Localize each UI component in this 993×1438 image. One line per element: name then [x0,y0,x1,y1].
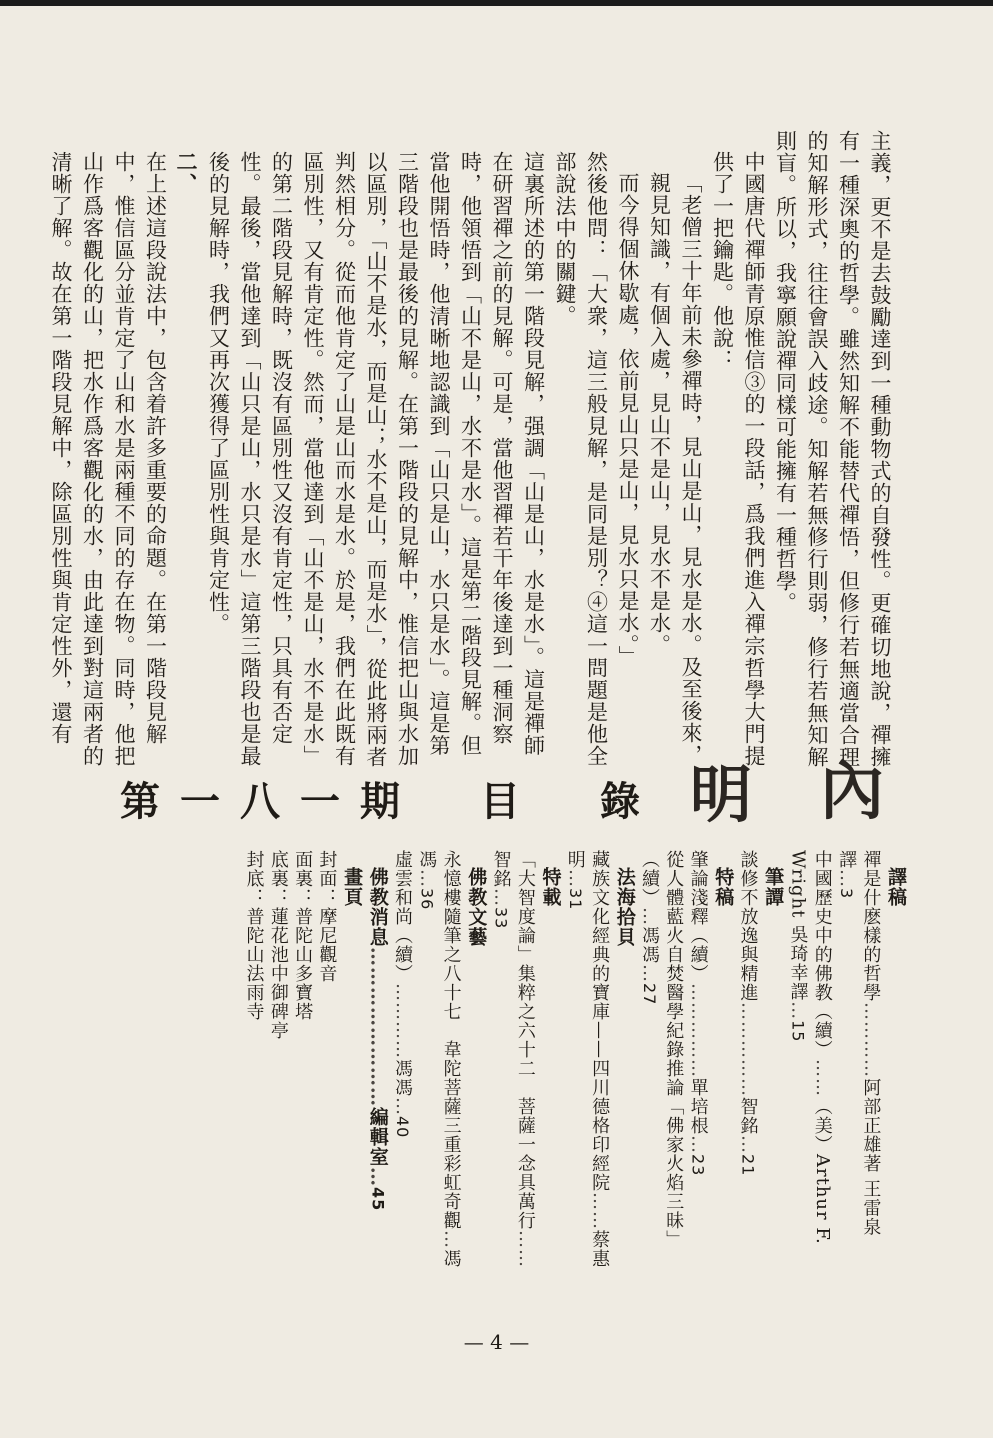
toc-entry-author: 馮馮 [639,926,660,964]
toc-entry-author: 編輯室 [366,1107,389,1168]
table-of-contents [38,850,908,1270]
paragraph-4: 這裏所述的第一階段見解，强調「山是山，水是水」。這是禪師在研習禪之前的見解。可是，當他習禪若干年後達到一種洞察時，他領悟到「山不是山，水不是水」。這是第二階段見解。但當他開悟時，他清晰地認識到「山只是山，水只是水」。這是第三階段也是最後的見解。在第一階段的見解中，惟信把山與水加以區別，「山不是水，而是山；水不是山，而是水」，從此將兩者判然相分。從而他肯定了山是山而水是水。於是，我們在此既有區別性，又有肯定性。然而，當他達到「山不是山，水不是水」的第二階段見解時，既沒有區別性又沒有肯定性，只具有否定性。最後，當他達到「山只是山，水只是水」這第三階段也是最後的見解時，我們又再次獲得了區別性與肯定性。 [206,151,546,768]
page-number: — 4 — [463,1330,530,1354]
toc-category-label: 佛教消息 [366,867,389,948]
toc-category: 佛教文藝 [465,867,488,948]
toc-entry[interactable]: 中國歷史中的佛教（續）……（美）Arthur F. Wright 吳琦幸譯…15 [787,850,833,1245]
picture-page-item: 面裏：普陀山多寶塔 [292,850,314,1021]
masthead-char-2: 明 [690,758,753,831]
toc-entry[interactable]: 「大智度論」集粹之六十二 菩薩一念具萬行……智銘…33 [490,850,536,1268]
toc-entry[interactable]: 永憶樓隨筆之八十七 韋陀菩薩三重彩虹奇觀…馮馮…36 [416,850,462,1268]
picture-page-item: 底裏：蓮花池中御碑亭 [267,850,289,1040]
toc-entry[interactable]: 禪是什麽樣的哲學…………阿部正雄著 王雷泉譯…3 [836,850,882,1237]
toc-entry-author: （美）Arthur F. Wright 吳琦幸譯 [787,850,833,1245]
toc-category: 畫頁 [341,867,364,908]
toc-entry-author: 馮馮 [392,1059,413,1097]
toc-category: 法海拾貝 [613,867,636,948]
toc-entry-author: 單培根 [687,1078,709,1135]
article-body [40,130,895,770]
toc-entry-author: 馮馮 [416,850,462,1268]
paragraph-1: 主義，更不是去鼓勵達到一種動物式的自發性。更確切地說，禪擁有一種深奧的哲學。雖然知解不能替代禪悟，但修行若無適當合理的知解形式，往往會誤入歧途。知解若無修行則弱，修行若無知解則盲。所以，我寧願說禪同樣可能擁有一種哲學。 [773,130,892,768]
masthead-char-1: 內 [820,754,884,829]
toc-entry-title: 談修不放逸與精進 [737,850,759,1002]
toc-entry-title: 肇論淺釋（續） [687,850,709,983]
toc-entry-page: 33 [491,907,511,930]
top-edge-bar [0,0,993,6]
toc-entry[interactable]: 從人體藍火自焚醫學紀錄推論「佛家火焰三昧」（續）…馮馮…27 [639,850,685,1249]
toc-entry-page: 3 [837,888,857,900]
toc-entry-title: 中國歷史中的佛教（續） [811,850,833,1059]
toc-entry[interactable]: 藏族文化經典的寶庫——四川德格印經院……蔡惠明…31 [564,850,611,1268]
toc-entry-author: 阿部正雄著 王雷泉譯 [836,850,882,1237]
toc-title [120,770,660,825]
toc-entry-page: 23 [688,1154,708,1177]
paragraph-2: 中國唐代禪師青原惟信③的一段話，爲我們進入禪宗哲學大門提供了一把鑰匙。他說： [710,151,766,767]
quote-2: 而今得個休歇處，依前見山只是山，見水只是水。」 [616,172,640,668]
toc-title-text: 第一八一期 目 錄 [120,778,660,825]
toc-category[interactable]: 佛教消息……………………編輯室…45 [366,867,389,1212]
paragraph-3: 然後他問：「大衆，這三般見解，是同是別？④這一問題是他全部說法中的關鍵。 [553,151,609,767]
toc-entry-page: 21 [738,1154,758,1177]
picture-page-item: 封底：普陀山法雨寺 [243,850,265,1021]
toc-entry-page: 31 [565,888,585,911]
toc-entry-title: 永憶樓隨筆之八十七 韋陀菩薩三重彩虹奇觀 [440,850,462,1230]
toc-entry-title: 虛雲和尚（續） [392,850,413,983]
toc-entry-title: 禪是什麽樣的哲學 [860,850,882,1002]
toc-category: 譯稿 [885,867,907,908]
toc-category: 特稿 [712,867,735,908]
toc-entry-page: 27 [640,983,659,1006]
toc-entry-page: 15 [788,1020,808,1043]
paragraph-5: 在上述這段說法中，包含着許多重要的命題。在第一階段見解中，惟信區分並肯定了山和水是兩種不同的存在物。同時，他把山作爲客觀化的山，把水作爲客觀化的水，由此達到對這兩者的清晰了解。故在第一階段見解中，除區別性與肯定性外，還有 [49,151,168,767]
toc-entry-page: 40 [393,1116,412,1139]
toc-entry-author: 智銘 [490,850,512,888]
toc-entry-page: 45 [368,1187,388,1212]
section-heading: 二、 [174,151,199,195]
toc-entry-title: 藏族文化經典的寶庫——四川德格印經院 [589,850,611,1192]
quote-1: 「老僧三十年前未參禪時，見山是山，見水是水。及至後來，親見知識，有個入處，見山不是山，見水不是水。 [647,172,703,766]
toc-entry-page: 36 [417,888,437,911]
toc-entry-author: 智銘 [737,1097,759,1135]
toc-entry[interactable]: 虛雲和尚（續）…………馮馮…40 [392,850,413,1139]
toc-entry-title: 從人體藍火自焚醫學紀錄推論「佛家火焰三昧」（續） [639,850,685,1249]
toc-entry[interactable]: 談修不放逸與精進……………智銘…21 [737,850,759,1177]
toc-category: 筆譚 [762,867,785,908]
picture-page-item: 封面：摩尼觀音 [316,850,338,983]
toc-entry-author: 蔡惠明 [564,850,611,1268]
toc-category: 特載 [539,867,562,908]
toc-entry[interactable]: 肇論淺釋（續）……………單培根…23 [687,850,709,1177]
toc-entry-title: 「大智度論」集粹之六十二 菩薩一念具萬行 [514,850,536,1230]
